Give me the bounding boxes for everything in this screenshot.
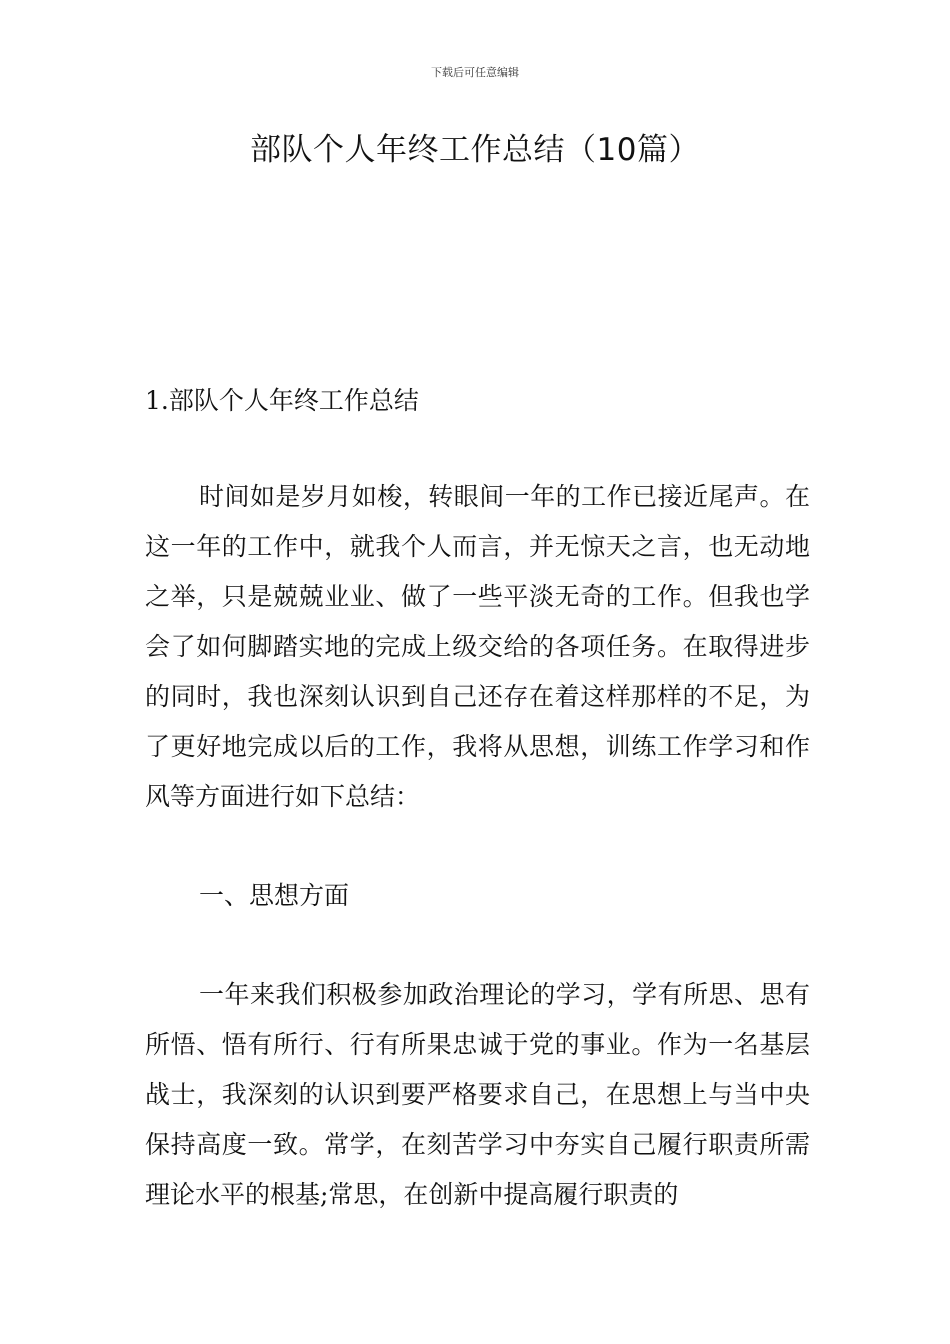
paragraph: 时间如是岁月如梭，转眼间一年的工作已接近尾声。在这一年的工作中，就我个人而言，并无惊天之言，也无动地之举，只是兢兢业业、做了一些平淡无奇的工作。但我也学会了如何脚踏实地的完成上级交给的各项任务。在取得进步的同时，我也深刻认识到自己还存在着这样那样的不足，为了更好地完成以后的工作，我将从思想，训练工作学习和作风等方面进行如下总结： (145, 482, 810, 811)
document-title: 部队个人年终工作总结（10篇） (250, 132, 700, 168)
subheading: 一、思想方面 (199, 881, 350, 910)
section-heading: 1.部队个人年终工作总结 (145, 386, 419, 415)
paragraph: 一年来我们积极参加政治理论的学习，学有所思、思有所悟、悟有所行、行有所果忠诚于党的事业。作为一名基层战士，我深刻的认识到要严格要求自己，在思想上与当中央保持高度一致。常学，在刻苦学习中夯实自己履行职责所需理论水平的根基;常思，在创新中提高履行职责的 (145, 980, 810, 1209)
header-note: 下载后可任意编辑 (431, 66, 519, 79)
